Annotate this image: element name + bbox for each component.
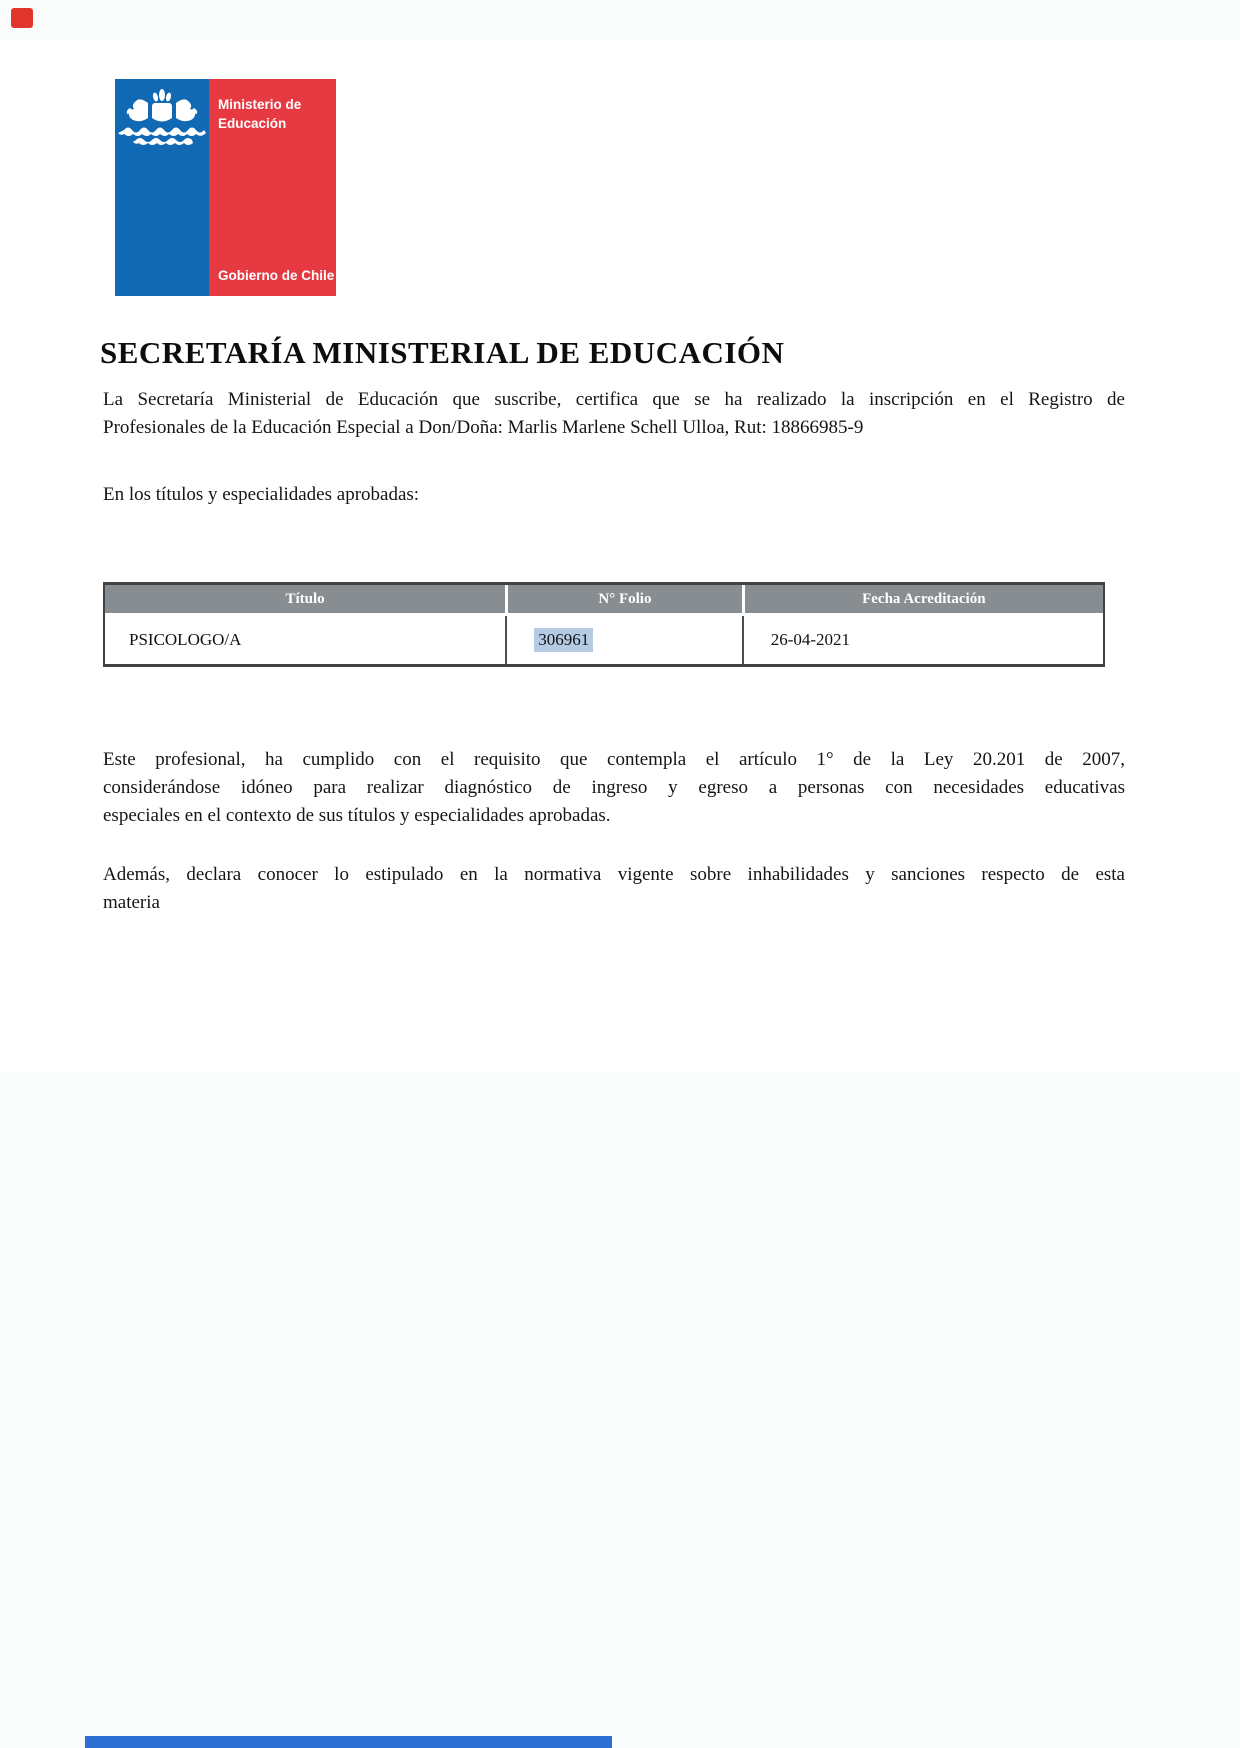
table-header-folio (505, 585, 742, 613)
certification-paragraph (103, 386, 1125, 442)
titles-intro-line: En los títulos y especialidades aprobadas: (103, 484, 420, 505)
fecha-value: 26-04-2021 (770, 630, 851, 649)
text-line: Profesionales de la Educación Especial a Don/Doña: Marlis Marlene Schell Ulloa, Rut: 18866985-9 (103, 417, 864, 438)
cell-fecha (742, 616, 1103, 664)
text-line: Además, declara conocer lo estipulado en la normativa vigente sobre inhabilidades y sanciones respecto de esta (103, 864, 1125, 885)
page-title: SECRETARÍA MINISTERIAL DE EDUCACIÓN (100, 334, 785, 370)
text-line: La Secretaría Ministerial de Educación que suscribe, certifica que se ha realizado la inscripción en el Registro de (103, 389, 1125, 410)
text-line: Este profesional, ha cumplido con el requisito que contempla el artículo 1° de la Ley 20.201 de 2007, (103, 749, 1125, 770)
cell-titulo (105, 616, 505, 664)
text-line: considerándose idóneo para realizar diagnóstico de ingreso y egreso a personas con necesidades educativas (103, 777, 1125, 798)
mineduc-logo (115, 79, 336, 296)
logo-ministry-line2: Educación (218, 116, 287, 131)
logo-red-panel (209, 79, 336, 296)
table-header-fecha (742, 585, 1103, 613)
logo-ministry-label (218, 95, 301, 133)
folio-value-selected[interactable]: 306961 (534, 628, 593, 652)
table-header-row (105, 585, 1103, 616)
chile-coat-of-arms-icon (118, 88, 206, 152)
table-header-folio-label: N° Folio (598, 590, 652, 607)
text-line: materia (103, 892, 160, 913)
titles-table (103, 582, 1105, 667)
law-compliance-paragraph (103, 746, 1125, 830)
declaration-paragraph (103, 861, 1125, 917)
table-row (105, 616, 1103, 664)
text-line: especiales en el contexto de sus títulos y especialidades aprobadas. (103, 805, 611, 826)
table-header-titulo (105, 585, 505, 613)
titulo-value: PSICOLOGO/A (129, 630, 242, 649)
logo-blue-panel (115, 79, 209, 296)
bottom-blue-bar (85, 1736, 612, 1748)
logo-ministry-line1: Ministerio de (218, 97, 302, 112)
table-header-titulo-label: Título (285, 590, 325, 607)
cell-folio (505, 616, 742, 664)
table-header-fecha-label: Fecha Acreditación (862, 590, 986, 607)
red-corner-marker (11, 8, 33, 28)
logo-government-label: Gobierno de Chile (218, 268, 335, 283)
